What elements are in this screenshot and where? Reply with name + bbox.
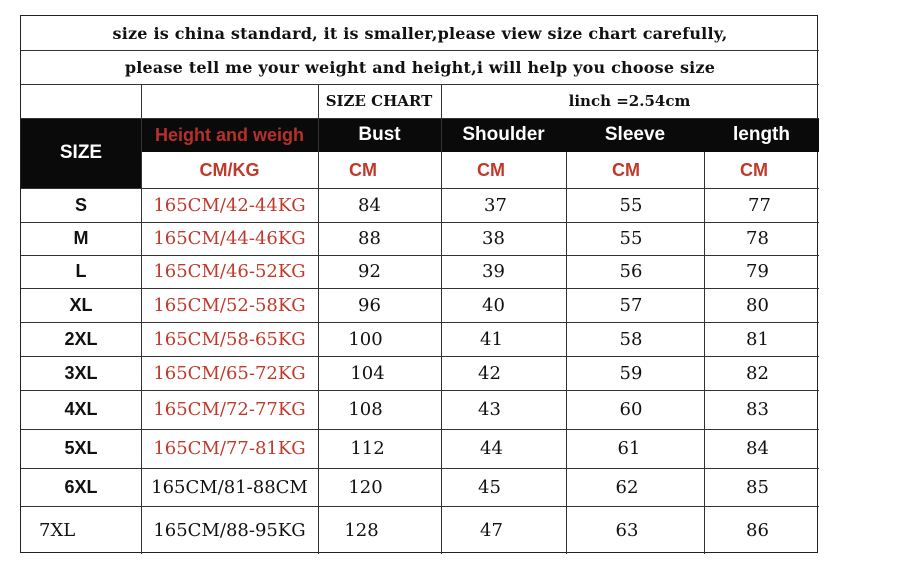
row-6xl-size: 6XL <box>64 476 98 497</box>
column-header-size: SIZE <box>59 142 103 163</box>
row-3xl-bust: 104 <box>350 362 385 384</box>
row-4xl-shoulder: 43 <box>478 399 501 420</box>
row-l-size: L <box>75 261 87 281</box>
row-2xl-sleeve: 58 <box>619 328 643 350</box>
grid-line-horizontal <box>21 50 819 51</box>
row-5xl-size: 5XL <box>64 438 98 458</box>
row-s-size: S <box>74 194 87 215</box>
row-6xl-sleeve: 62 <box>615 476 639 498</box>
row-2xl-height-weight: 165CM/58-65KG <box>153 328 306 350</box>
unit-height-weight: CM/KG <box>199 159 260 180</box>
row-3xl-length: 82 <box>746 362 769 384</box>
column-header-length: length <box>733 124 790 145</box>
row-s-shoulder: 37 <box>484 194 507 216</box>
row-7xl-height-weight: 165CM/88-95KG <box>153 519 306 541</box>
row-7xl-sleeve: 63 <box>615 519 639 541</box>
row-6xl-height-weight: 165CM/81-88CM <box>151 476 308 498</box>
row-xl-bust: 96 <box>358 294 381 316</box>
row-5xl-length: 84 <box>746 438 769 459</box>
row-l-shoulder: 39 <box>482 261 505 282</box>
row-4xl-length: 83 <box>746 399 769 420</box>
row-4xl-bust: 108 <box>348 399 383 420</box>
row-4xl-sleeve: 60 <box>619 399 643 420</box>
size-chart <box>20 15 818 553</box>
grid-line-vertical <box>566 152 567 554</box>
row-l-bust: 92 <box>358 261 381 282</box>
inch-conversion-note: linch =2.54cm <box>568 92 691 110</box>
row-xl-length: 80 <box>746 294 769 316</box>
row-m-shoulder: 38 <box>482 228 505 249</box>
row-3xl-sleeve: 59 <box>619 362 643 384</box>
row-3xl-height-weight: 165CM/65-72KG <box>153 362 306 384</box>
row-5xl-shoulder: 44 <box>480 438 503 459</box>
row-s-length: 77 <box>748 194 771 216</box>
row-s-bust: 84 <box>358 194 381 216</box>
row-6xl-length: 85 <box>746 476 769 498</box>
row-l-height-weight: 165CM/46-52KG <box>153 261 306 282</box>
grid-line-vertical <box>704 152 705 554</box>
notice-line-2: please tell me your weight and height,i will help you choose size <box>124 57 716 77</box>
row-2xl-bust: 100 <box>348 328 383 350</box>
row-6xl-shoulder: 45 <box>478 476 501 498</box>
row-l-sleeve: 56 <box>619 261 643 282</box>
row-5xl-bust: 112 <box>350 438 385 459</box>
row-m-size: M <box>73 228 89 248</box>
row-7xl-shoulder: 47 <box>480 519 503 541</box>
notice-line-1: size is china standard, it is smaller,please view size chart carefully, <box>112 23 728 43</box>
unit-sleeve: CM <box>612 159 640 180</box>
column-header-height-weight: Height and weigh <box>154 124 304 145</box>
row-m-sleeve: 55 <box>619 228 643 249</box>
column-header-sleeve: Sleeve <box>604 124 666 145</box>
grid-line-vertical <box>141 84 142 554</box>
row-2xl-size: 2XL <box>64 328 98 349</box>
unit-length: CM <box>740 159 768 180</box>
row-m-height-weight: 165CM/44-46KG <box>153 228 306 249</box>
row-4xl-size: 4XL <box>64 399 98 419</box>
row-l-length: 79 <box>746 261 769 282</box>
row-xl-size: XL <box>69 294 93 315</box>
row-7xl-bust: 128 <box>344 519 379 541</box>
size-chart-title: SIZE CHART <box>325 92 433 110</box>
row-5xl-height-weight: 165CM/77-81KG <box>153 438 306 459</box>
row-m-bust: 88 <box>358 228 381 249</box>
row-6xl-bust: 120 <box>348 476 383 498</box>
row-xl-sleeve: 57 <box>619 294 643 316</box>
row-2xl-shoulder: 41 <box>480 328 503 350</box>
grid-line-vertical <box>441 84 442 554</box>
row-3xl-shoulder: 42 <box>478 362 501 384</box>
row-7xl-length: 86 <box>746 519 769 541</box>
column-header-bust: Bust <box>358 124 401 145</box>
row-s-sleeve: 55 <box>619 194 643 216</box>
row-4xl-height-weight: 165CM/72-77KG <box>153 399 306 420</box>
unit-bust: CM <box>349 159 377 180</box>
row-m-length: 78 <box>746 228 769 249</box>
row-3xl-size: 3XL <box>64 362 98 383</box>
row-7xl-size: 7XL <box>39 519 76 541</box>
grid-line-vertical <box>318 84 319 554</box>
row-5xl-sleeve: 61 <box>617 438 641 459</box>
row-xl-height-weight: 165CM/52-58KG <box>153 294 306 316</box>
row-s-height-weight: 165CM/42-44KG <box>153 194 306 216</box>
column-header-shoulder: Shoulder <box>462 124 545 145</box>
row-xl-shoulder: 40 <box>482 294 505 316</box>
unit-shoulder: CM <box>477 159 505 180</box>
row-2xl-length: 81 <box>746 328 769 350</box>
